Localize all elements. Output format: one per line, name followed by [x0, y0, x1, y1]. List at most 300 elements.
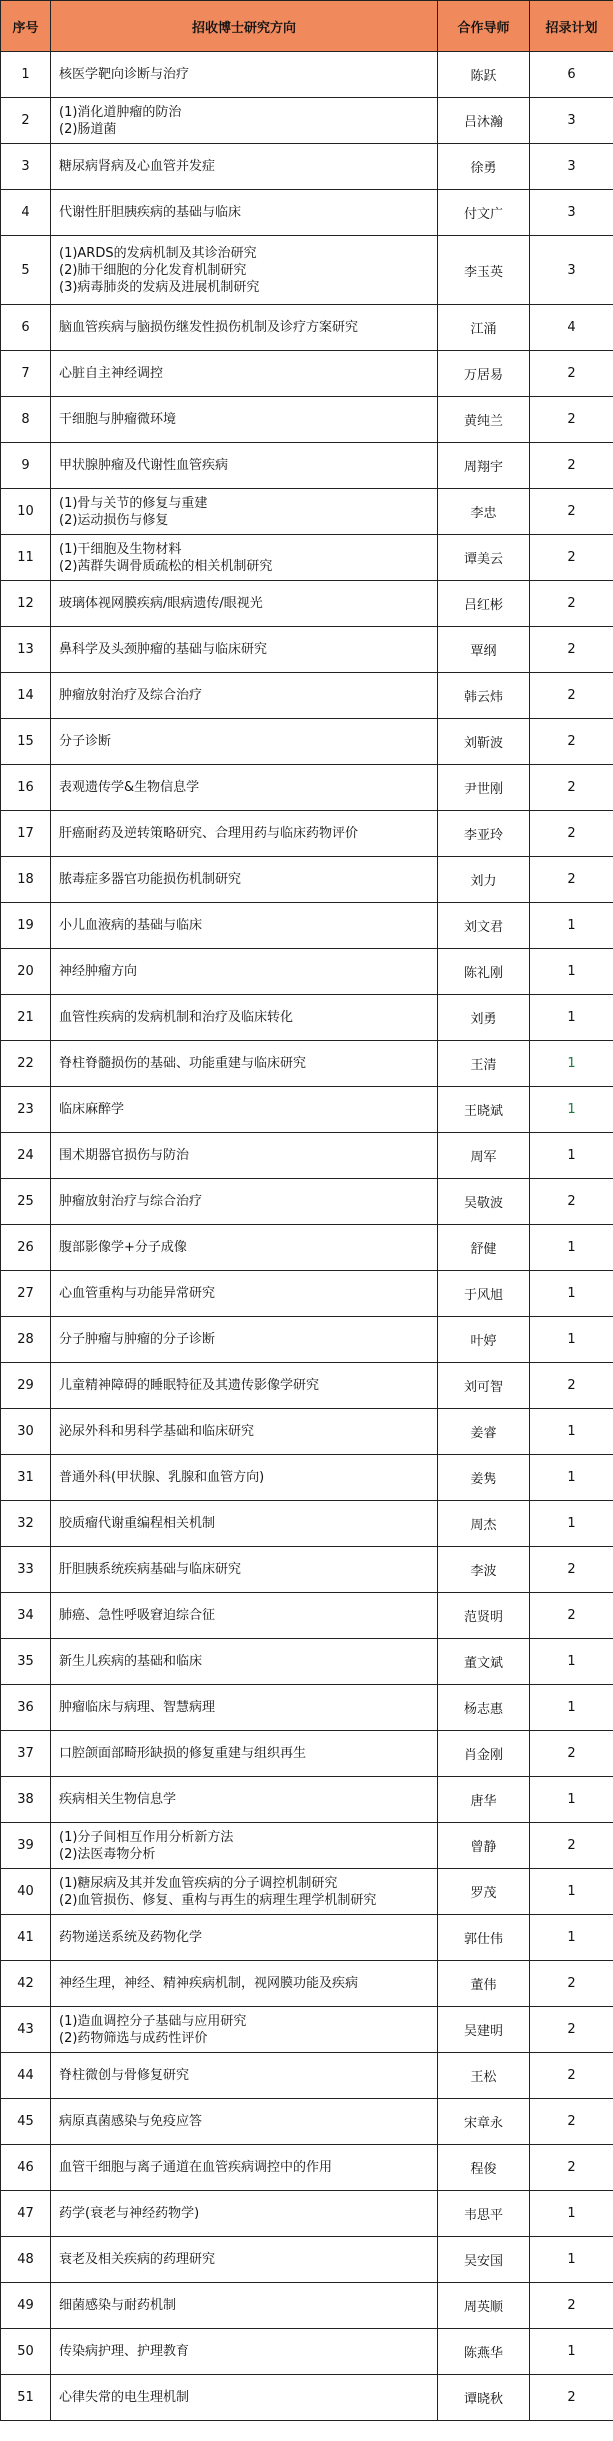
row-direction	[51, 1409, 438, 1455]
row-advisor: 周军	[438, 1133, 530, 1179]
row-direction	[51, 857, 438, 903]
direction-line: 表观遗传学&生物信息学	[59, 780, 200, 795]
header-index: 序号	[1, 1, 51, 52]
row-direction	[51, 949, 438, 995]
row-index: 51	[1, 2375, 51, 2421]
row-direction	[51, 2237, 438, 2283]
row-quota: 2	[530, 765, 613, 811]
direction-line: 肝癌耐药及逆转策略研究、合理用药与临床药物评价	[59, 826, 359, 841]
row-advisor: 覃纲	[438, 627, 530, 673]
row-advisor: 范贤明	[438, 1593, 530, 1639]
table-row	[1, 305, 613, 351]
row-direction	[51, 1823, 438, 1869]
row-advisor: 吴敬波	[438, 1179, 530, 1225]
table-row	[1, 1593, 613, 1639]
row-quota: 3	[530, 144, 613, 190]
direction-line: 心血管重构与功能异常研究	[59, 1286, 216, 1301]
row-direction	[51, 2099, 438, 2145]
row-index: 11	[1, 535, 51, 581]
direction-line: 心脏自主神经调控	[59, 366, 164, 381]
row-advisor: 董文斌	[438, 1639, 530, 1685]
row-advisor: 李亚玲	[438, 811, 530, 857]
table-row	[1, 2283, 613, 2329]
row-advisor: 肖金刚	[438, 1731, 530, 1777]
row-direction	[51, 2053, 438, 2099]
row-advisor: 姜睿	[438, 1409, 530, 1455]
direction-line: 传染病护理、护理教育	[59, 2344, 190, 2359]
row-advisor: 陈跃	[438, 52, 530, 98]
row-index: 3	[1, 144, 51, 190]
table-row	[1, 903, 613, 949]
row-advisor: 韦思平	[438, 2191, 530, 2237]
row-direction	[51, 1041, 438, 1087]
row-index: 47	[1, 2191, 51, 2237]
row-index: 34	[1, 1593, 51, 1639]
row-quota: 2	[530, 627, 613, 673]
table-row	[1, 857, 613, 903]
row-index: 5	[1, 236, 51, 305]
row-quota: 1	[530, 1501, 613, 1547]
direction-line: 药物递送系统及药物化学	[59, 1930, 203, 1945]
direction-line: (2)运动损伤与修复	[59, 512, 169, 528]
direction-line: (1)骨与关节的修复与重建	[59, 495, 208, 511]
row-index: 21	[1, 995, 51, 1041]
table-row	[1, 52, 613, 98]
row-index: 26	[1, 1225, 51, 1271]
table-row	[1, 949, 613, 995]
table-row	[1, 2237, 613, 2283]
row-advisor: 万居易	[438, 351, 530, 397]
row-direction	[51, 1087, 438, 1133]
table-row	[1, 811, 613, 857]
row-quota: 1	[530, 995, 613, 1041]
row-direction	[51, 995, 438, 1041]
row-index: 44	[1, 2053, 51, 2099]
row-direction	[51, 811, 438, 857]
row-direction	[51, 1133, 438, 1179]
row-direction	[51, 351, 438, 397]
row-index: 48	[1, 2237, 51, 2283]
direction-line: (1)干细胞及生物材料	[59, 541, 182, 557]
table-row	[1, 98, 613, 144]
row-advisor: 黄纯兰	[438, 397, 530, 443]
row-direction	[51, 1731, 438, 1777]
row-advisor: 董伟	[438, 1961, 530, 2007]
direction-line: (3)病毒肺炎的发病及进展机制研究	[59, 279, 260, 295]
row-advisor: 王晓斌	[438, 1087, 530, 1133]
table-row	[1, 1823, 613, 1869]
table-row	[1, 1041, 613, 1087]
row-advisor: 宋章永	[438, 2099, 530, 2145]
row-quota: 2	[530, 2283, 613, 2329]
table-row	[1, 1915, 613, 1961]
row-quota: 2	[530, 1961, 613, 2007]
direction-line: 肿瘤放射治疗及综合治疗	[59, 688, 203, 703]
direction-line: (1)糖尿病及其并发血管疾病的分子调控机制研究	[59, 1875, 338, 1891]
row-quota: 1	[530, 1041, 613, 1087]
row-index: 45	[1, 2099, 51, 2145]
row-quota: 2	[530, 2375, 613, 2421]
row-index: 10	[1, 489, 51, 535]
row-direction	[51, 1777, 438, 1823]
row-quota: 1	[530, 1455, 613, 1501]
row-index: 40	[1, 1869, 51, 1915]
direction-line: 口腔颌面部畸形缺损的修复重建与组织再生	[59, 1746, 307, 1761]
row-direction	[51, 903, 438, 949]
direction-line: 脓毒症多器官功能损伤机制研究	[59, 872, 242, 887]
row-index: 13	[1, 627, 51, 673]
row-index: 12	[1, 581, 51, 627]
table-row	[1, 1685, 613, 1731]
row-quota: 2	[530, 535, 613, 581]
header-advisor: 合作导师	[438, 1, 530, 52]
direction-line: 神经肿瘤方向	[59, 964, 138, 979]
row-advisor: 周杰	[438, 1501, 530, 1547]
table-row	[1, 995, 613, 1041]
row-advisor: 刘靳波	[438, 719, 530, 765]
table-row	[1, 1087, 613, 1133]
table-row	[1, 1363, 613, 1409]
table-row	[1, 1179, 613, 1225]
row-advisor: 谭美云	[438, 535, 530, 581]
row-advisor: 陈燕华	[438, 2329, 530, 2375]
row-advisor: 李忠	[438, 489, 530, 535]
row-index: 25	[1, 1179, 51, 1225]
row-quota: 1	[530, 1915, 613, 1961]
row-advisor: 于风旭	[438, 1271, 530, 1317]
table-row	[1, 2007, 613, 2053]
table-row	[1, 1961, 613, 2007]
header-row	[1, 1, 613, 52]
table-row	[1, 1225, 613, 1271]
row-direction	[51, 1317, 438, 1363]
row-advisor: 刘可智	[438, 1363, 530, 1409]
direction-line: 疾病相关生物信息学	[59, 1792, 177, 1807]
table-row	[1, 1271, 613, 1317]
row-direction	[51, 305, 438, 351]
header-direction: 招收博士研究方向	[51, 1, 438, 52]
row-direction	[51, 397, 438, 443]
row-index: 1	[1, 52, 51, 98]
direction-line: 糖尿病肾病及心血管并发症	[59, 159, 216, 174]
row-quota: 2	[530, 581, 613, 627]
direction-line: (1)分子间相互作用分析新方法	[59, 1829, 234, 1845]
row-advisor: 唐华	[438, 1777, 530, 1823]
direction-line: 分子肿瘤与肿瘤的分子诊断	[59, 1332, 216, 1347]
row-direction	[51, 1179, 438, 1225]
row-quota: 2	[530, 1179, 613, 1225]
row-direction	[51, 2191, 438, 2237]
table-row	[1, 1455, 613, 1501]
row-advisor: 王清	[438, 1041, 530, 1087]
direction-line: (2)肺干细胞的分化发育机制研究	[59, 262, 247, 278]
row-direction	[51, 1593, 438, 1639]
row-quota: 1	[530, 2329, 613, 2375]
row-quota: 1	[530, 1087, 613, 1133]
row-direction	[51, 673, 438, 719]
row-advisor: 尹世刚	[438, 765, 530, 811]
direction-line: 病原真菌感染与免疫应答	[59, 2114, 203, 2129]
table-row	[1, 581, 613, 627]
row-quota: 1	[530, 1639, 613, 1685]
row-direction	[51, 1869, 438, 1915]
row-advisor: 叶婷	[438, 1317, 530, 1363]
row-index: 16	[1, 765, 51, 811]
row-index: 6	[1, 305, 51, 351]
row-quota: 3	[530, 190, 613, 236]
row-direction	[51, 1961, 438, 2007]
row-index: 36	[1, 1685, 51, 1731]
row-index: 7	[1, 351, 51, 397]
direction-line: 玻璃体视网膜疾病/眼病遗传/眼视光	[59, 596, 263, 611]
row-advisor: 舒健	[438, 1225, 530, 1271]
row-advisor: 付文广	[438, 190, 530, 236]
row-quota: 1	[530, 2191, 613, 2237]
row-index: 38	[1, 1777, 51, 1823]
row-index: 28	[1, 1317, 51, 1363]
row-direction	[51, 581, 438, 627]
row-index: 15	[1, 719, 51, 765]
row-direction	[51, 52, 438, 98]
direction-line: 干细胞与肿瘤微环境	[59, 412, 177, 427]
table-row	[1, 1731, 613, 1777]
row-direction	[51, 1685, 438, 1731]
direction-line: 神经生理，神经、精神疾病机制，视网膜功能及疾病	[59, 1976, 359, 1991]
row-advisor: 郭仕伟	[438, 1915, 530, 1961]
row-quota: 1	[530, 949, 613, 995]
table-row	[1, 535, 613, 581]
direction-line: 泌尿外科和男科学基础和临床研究	[59, 1424, 255, 1439]
row-advisor: 王松	[438, 2053, 530, 2099]
row-direction	[51, 236, 438, 305]
row-direction	[51, 1501, 438, 1547]
table-row	[1, 443, 613, 489]
row-direction	[51, 765, 438, 811]
direction-line: 鼻科学及头颈肿瘤的基础与临床研究	[59, 642, 268, 657]
header-quota: 招录计划	[530, 1, 613, 52]
direction-line: 代谢性肝胆胰疾病的基础与临床	[59, 205, 242, 220]
row-advisor: 谭晓秋	[438, 2375, 530, 2421]
direction-line: 普通外科(甲状腺、乳腺和血管方向)	[59, 1470, 265, 1485]
row-index: 14	[1, 673, 51, 719]
row-advisor: 周英顺	[438, 2283, 530, 2329]
row-index: 22	[1, 1041, 51, 1087]
row-direction	[51, 1915, 438, 1961]
row-direction	[51, 489, 438, 535]
table-row	[1, 765, 613, 811]
row-advisor: 韩云炜	[438, 673, 530, 719]
row-direction	[51, 1639, 438, 1685]
direction-line: (1)造血调控分子基础与应用研究	[59, 2013, 247, 2029]
row-quota: 1	[530, 2237, 613, 2283]
row-direction	[51, 98, 438, 144]
row-quota: 2	[530, 2099, 613, 2145]
row-index: 30	[1, 1409, 51, 1455]
row-advisor: 陈礼刚	[438, 949, 530, 995]
table-row	[1, 1133, 613, 1179]
row-direction	[51, 2007, 438, 2053]
row-index: 8	[1, 397, 51, 443]
row-quota: 6	[530, 52, 613, 98]
row-direction	[51, 2145, 438, 2191]
table-row	[1, 627, 613, 673]
row-quota: 3	[530, 236, 613, 305]
table-row	[1, 2329, 613, 2375]
table-row	[1, 1547, 613, 1593]
direction-line: 肿瘤临床与病理、智慧病理	[59, 1700, 216, 1715]
row-quota: 1	[530, 1225, 613, 1271]
row-quota: 1	[530, 1271, 613, 1317]
row-quota: 2	[530, 2053, 613, 2099]
row-index: 9	[1, 443, 51, 489]
row-direction	[51, 535, 438, 581]
row-direction	[51, 1547, 438, 1593]
row-quota: 2	[530, 673, 613, 719]
direction-line: 甲状腺肿瘤及代谢性血管疾病	[59, 458, 229, 473]
table-body	[1, 52, 613, 2421]
row-advisor: 吴建明	[438, 2007, 530, 2053]
row-index: 42	[1, 1961, 51, 2007]
row-advisor: 徐勇	[438, 144, 530, 190]
direction-line: 围术期器官损伤与防治	[59, 1148, 190, 1163]
direction-line: 血管性疾病的发病机制和治疗及临床转化	[59, 1010, 294, 1025]
direction-line: 衰老及相关疾病的药理研究	[59, 2252, 216, 2267]
table-row	[1, 1409, 613, 1455]
row-direction	[51, 627, 438, 673]
direction-line: 新生儿疾病的基础和临床	[59, 1654, 203, 1669]
row-direction	[51, 2283, 438, 2329]
row-quota: 2	[530, 351, 613, 397]
direction-line: 分子诊断	[59, 734, 112, 749]
direction-line: 核医学靶向诊断与治疗	[59, 67, 190, 82]
row-quota: 2	[530, 1593, 613, 1639]
row-advisor: 吕红彬	[438, 581, 530, 627]
row-quota: 1	[530, 1133, 613, 1179]
direction-line: (2)茜群失调骨质疏松的相关机制研究	[59, 558, 273, 574]
row-index: 19	[1, 903, 51, 949]
row-advisor: 罗茂	[438, 1869, 530, 1915]
row-index: 37	[1, 1731, 51, 1777]
row-index: 29	[1, 1363, 51, 1409]
row-direction	[51, 1271, 438, 1317]
row-advisor: 程俊	[438, 2145, 530, 2191]
table-row	[1, 144, 613, 190]
row-direction	[51, 190, 438, 236]
row-direction	[51, 1363, 438, 1409]
row-index: 18	[1, 857, 51, 903]
direction-line: (2)肠道菌	[59, 121, 117, 137]
row-advisor: 姜隽	[438, 1455, 530, 1501]
row-direction	[51, 1225, 438, 1271]
table-row	[1, 2053, 613, 2099]
table-row	[1, 351, 613, 397]
row-quota: 1	[530, 903, 613, 949]
row-advisor: 刘文君	[438, 903, 530, 949]
row-index: 46	[1, 2145, 51, 2191]
row-index: 24	[1, 1133, 51, 1179]
row-index: 49	[1, 2283, 51, 2329]
table-row	[1, 1777, 613, 1823]
row-quota: 3	[530, 98, 613, 144]
row-index: 35	[1, 1639, 51, 1685]
row-quota: 1	[530, 1409, 613, 1455]
row-quota: 2	[530, 1823, 613, 1869]
table-row	[1, 673, 613, 719]
row-index: 27	[1, 1271, 51, 1317]
row-direction	[51, 443, 438, 489]
row-index: 17	[1, 811, 51, 857]
row-quota: 2	[530, 1547, 613, 1593]
row-quota: 2	[530, 1363, 613, 1409]
table-row	[1, 2145, 613, 2191]
row-index: 50	[1, 2329, 51, 2375]
direction-line: 细菌感染与耐药机制	[59, 2298, 177, 2313]
table-row	[1, 1317, 613, 1363]
direction-line: 脑血管疾病与脑损伤继发性损伤机制及诊疗方案研究	[59, 320, 359, 335]
direction-line: 儿童精神障碍的睡眠特征及其遗传影像学研究	[59, 1378, 320, 1393]
table-row	[1, 397, 613, 443]
row-index: 23	[1, 1087, 51, 1133]
row-quota: 2	[530, 857, 613, 903]
direction-line: 胶质瘤代谢重编程相关机制	[59, 1516, 216, 1531]
row-quota: 1	[530, 1317, 613, 1363]
row-advisor: 吴安国	[438, 2237, 530, 2283]
direction-line: 肝胆胰系统疾病基础与临床研究	[59, 1562, 242, 1577]
direction-line: (2)法医毒物分析	[59, 1846, 156, 1862]
table-row	[1, 1501, 613, 1547]
row-quota: 1	[530, 1777, 613, 1823]
row-direction	[51, 719, 438, 765]
row-advisor: 刘力	[438, 857, 530, 903]
table-row	[1, 236, 613, 305]
direction-line: (2)药物筛选与成药性评价	[59, 2030, 208, 2046]
row-advisor: 杨志惠	[438, 1685, 530, 1731]
row-quota: 4	[530, 305, 613, 351]
row-quota: 2	[530, 2007, 613, 2053]
direction-line: 腹部影像学+分子成像	[59, 1240, 187, 1255]
row-advisor: 刘勇	[438, 995, 530, 1041]
direction-line: 肺癌、急性呼吸窘迫综合征	[59, 1608, 216, 1623]
table-row	[1, 719, 613, 765]
row-index: 32	[1, 1501, 51, 1547]
direction-line: 脊柱微创与骨修复研究	[59, 2068, 190, 2083]
row-quota: 1	[530, 1869, 613, 1915]
row-index: 2	[1, 98, 51, 144]
row-direction	[51, 144, 438, 190]
row-direction	[51, 1455, 438, 1501]
direction-line: 脊柱脊髓损伤的基础、功能重建与临床研究	[59, 1056, 307, 1071]
row-quota: 2	[530, 443, 613, 489]
row-direction	[51, 2329, 438, 2375]
direction-line: 血管干细胞与离子通道在血管疾病调控中的作用	[59, 2160, 333, 2175]
row-index: 39	[1, 1823, 51, 1869]
row-quota: 2	[530, 719, 613, 765]
row-direction	[51, 2375, 438, 2421]
row-index: 43	[1, 2007, 51, 2053]
row-index: 33	[1, 1547, 51, 1593]
row-quota: 2	[530, 2145, 613, 2191]
direction-line: 小儿血液病的基础与临床	[59, 918, 203, 933]
direction-line: (2)血管损伤、修复、重构与再生的病理生理学机制研究	[59, 1892, 377, 1908]
row-index: 41	[1, 1915, 51, 1961]
row-advisor: 李波	[438, 1547, 530, 1593]
table-row	[1, 1639, 613, 1685]
direction-line: (1)ARDS的发病机制及其诊治研究	[59, 245, 257, 261]
row-quota: 2	[530, 811, 613, 857]
row-advisor: 周翔宇	[438, 443, 530, 489]
row-quota: 1	[530, 1685, 613, 1731]
row-quota: 2	[530, 489, 613, 535]
